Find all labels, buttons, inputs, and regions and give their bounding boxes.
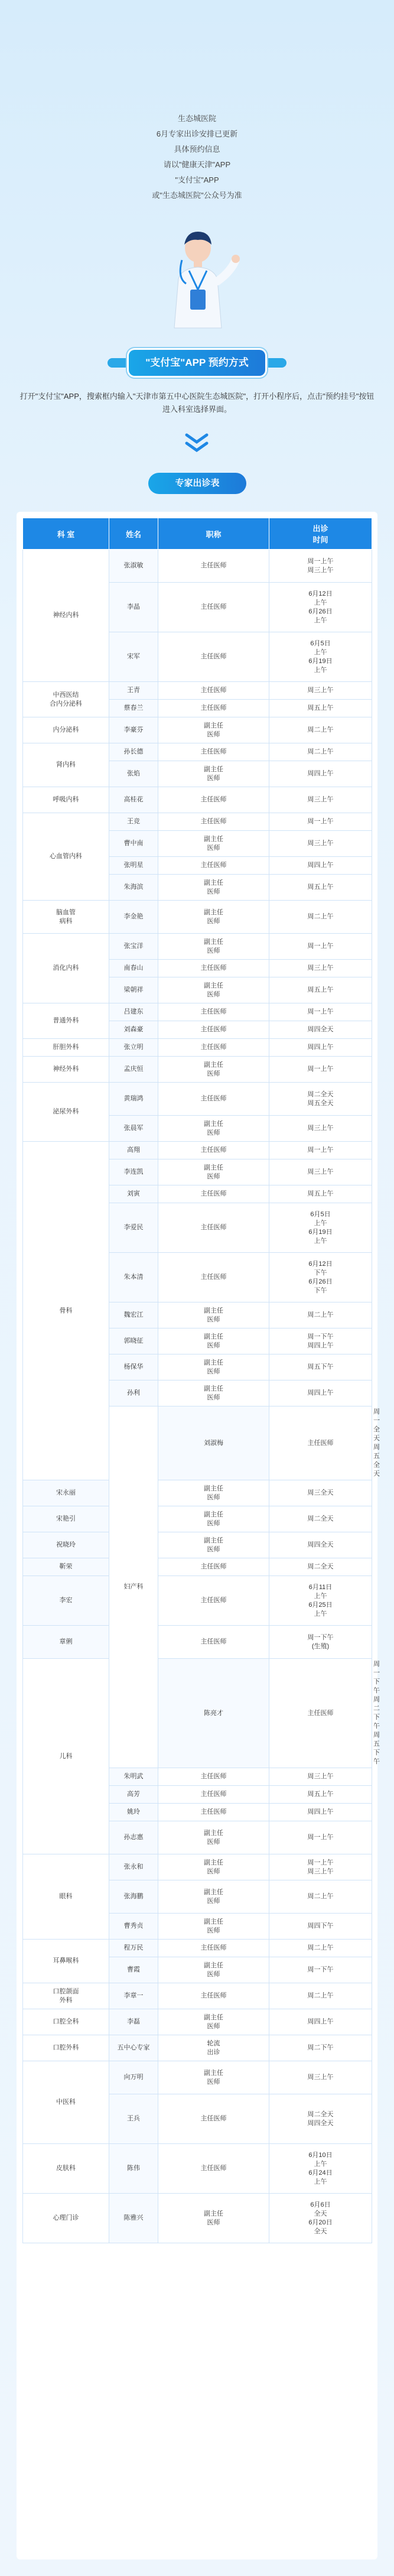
title-cell: 主任医师 — [158, 1804, 269, 1821]
time-cell: 周四上午 — [269, 2009, 372, 2035]
dept-cell: 骨科 — [23, 1142, 109, 1480]
name-cell: 张永和 — [109, 1854, 158, 1880]
title-cell: 主任医师 — [158, 787, 269, 813]
dept-cell: 神经内科 — [23, 550, 109, 682]
time-cell: 周一上午 — [269, 813, 372, 831]
table-row — [23, 2144, 372, 2194]
title-cell: 副主任 医师 — [158, 2194, 269, 2243]
title-cell: 主任医师 — [158, 1576, 269, 1626]
name-cell: 朱海滨 — [109, 875, 158, 901]
time-cell: 周五下午 — [269, 1354, 372, 1380]
title-cell: 主任医师 — [158, 2144, 269, 2194]
dept-cell: 中西医结 合内分泌科 — [23, 682, 109, 717]
dept-cell: 妇产科 — [109, 1406, 158, 1768]
name-cell: 张宝洋 — [109, 934, 158, 960]
name-cell: 章俐 — [23, 1626, 109, 1659]
time-cell: 周一上午 — [269, 1142, 372, 1159]
table-row — [23, 1506, 372, 1532]
name-cell: 孙志惠 — [109, 1821, 158, 1854]
table-row: 儿科 陈亮才 主任医师 周一下午 周二下午 周五下午 — [23, 1659, 372, 1768]
table-row — [23, 2061, 372, 2094]
schedule-label — [148, 473, 246, 494]
title-cell: 副主任 医师 — [158, 1480, 269, 1506]
time-cell: 周一下午 — [269, 1957, 372, 1983]
table-row — [23, 934, 372, 960]
table-row — [23, 1532, 372, 1558]
time-cell: 周一上午 周三上午 — [269, 550, 372, 583]
time-cell: 周三上午 — [269, 787, 372, 813]
dept-cell: 耳鼻喉科 — [23, 1940, 109, 1983]
time-cell: 周二上午 — [269, 717, 372, 743]
header-time — [269, 518, 372, 550]
dept-cell: 普通外科 — [23, 1003, 109, 1039]
title-cell: 副主任 医师 — [158, 1116, 269, 1142]
table-row — [23, 2009, 372, 2035]
table-row — [23, 1558, 372, 1576]
time-cell: 周四上午 — [269, 761, 372, 787]
table-row — [23, 1003, 372, 1021]
name-cell: 程万民 — [109, 1940, 158, 1957]
dept-cell: 消化内科 — [23, 934, 109, 1003]
dept-cell: 肝胆外科 — [23, 1039, 109, 1057]
name-cell: 陈亮才 — [158, 1659, 269, 1768]
dept-cell: 眼科 — [23, 1854, 109, 1940]
time-cell: 周一上午 — [269, 934, 372, 960]
title-cell: 主任医师 — [158, 1021, 269, 1039]
name-cell: 孙长德 — [109, 743, 158, 761]
name-cell: 祝晓玲 — [23, 1532, 109, 1558]
name-cell: 五中心专家 — [109, 2035, 158, 2061]
schedule-table — [22, 518, 380, 2243]
title-cell: 副主任 医师 — [158, 1057, 269, 1083]
title-cell: 主任医师 — [158, 1185, 269, 1203]
intro-line: 具体预约信息 — [174, 145, 220, 154]
time-cell: 周二全天 周五全天 — [269, 1083, 372, 1116]
title-cell: 主任医师 — [158, 682, 269, 700]
time-cell: 周三上午 — [269, 831, 372, 857]
time-cell: 周二上午 — [269, 901, 372, 934]
name-cell: 张明星 — [109, 857, 158, 875]
table-row — [23, 787, 372, 813]
time-cell: 周一上午 — [269, 1003, 372, 1021]
title-cell: 副主任 医师 — [158, 1880, 269, 1914]
dept-cell: 中医科 — [23, 2061, 109, 2144]
name-cell: 刘森豪 — [109, 1021, 158, 1039]
header-name: 姓名 — [109, 518, 158, 550]
name-cell: 高桂花 — [109, 787, 158, 813]
time-cell: 6月5日 上午 6月19日 上午 — [269, 1203, 372, 1253]
time-cell: 周二全天 — [269, 1506, 372, 1532]
title-cell: 主任医师 — [158, 1786, 269, 1804]
table-row — [23, 813, 372, 831]
time-cell: 周一下午 (生殖) — [269, 1626, 372, 1659]
time-cell: 周五上午 — [269, 875, 372, 901]
name-cell: 向万明 — [109, 2061, 158, 2094]
title-cell: 副主任 医师 — [158, 1354, 269, 1380]
name-cell: 朱明武 — [109, 1768, 158, 1786]
name-cell: 刘寅 — [109, 1185, 158, 1203]
intro-line: 请以"健康天津"APP — [163, 160, 231, 169]
time-cell: 周四全天 — [269, 1532, 372, 1558]
header-dept: 科 室 — [23, 518, 109, 550]
time-cell: 周五上午 — [269, 1185, 372, 1203]
title-cell: 主任医师 — [158, 960, 269, 977]
table-row — [23, 550, 372, 583]
title-cell: 副主任 医师 — [158, 1854, 269, 1880]
dept-cell: 儿科 — [23, 1659, 109, 1854]
title-cell: 副主任 医师 — [158, 1380, 269, 1406]
booking-instructions: 打开"支付宝"APP，搜索框内输入"天津市第五中心医院生态城医院"，打开小程序后，点击"预约挂号"按钮进入科室选择界面。 — [19, 392, 375, 414]
time-cell: 周二上午 — [269, 1940, 372, 1957]
time-cell: 周一下午 周四上午 — [269, 1328, 372, 1354]
table-row — [23, 1626, 372, 1659]
header-time-bottom: 时间 — [312, 535, 328, 544]
name-cell: 李爱民 — [109, 1203, 158, 1253]
table-row — [23, 1940, 372, 1957]
dept-cell: 心理门诊 — [23, 2194, 109, 2243]
name-cell: 王兵 — [109, 2094, 158, 2144]
dept-cell: 呼吸内科 — [23, 787, 109, 813]
table-body — [23, 550, 380, 2243]
table-row — [23, 2035, 372, 2061]
title-cell: 主任医师 — [158, 700, 269, 717]
time-cell: 6月5日 上午 6月19日 上午 — [269, 632, 372, 682]
title-cell: 主任医师 — [158, 1142, 269, 1159]
name-cell: 南春山 — [109, 960, 158, 977]
intro-line: 生态城医院 — [177, 114, 216, 123]
time-cell: 周五上午 — [269, 700, 372, 717]
banner-right-ribbon — [265, 358, 286, 368]
time-cell: 6月11日 上午 6月25日 上午 — [269, 1576, 372, 1626]
title-cell: 主任医师 — [158, 1558, 269, 1576]
title-cell: 副主任 医师 — [158, 901, 269, 934]
title-cell: 主任医师 — [158, 550, 269, 583]
title-cell: 副主任 医师 — [158, 1159, 269, 1185]
time-cell: 周一上午 — [269, 1057, 372, 1083]
time-cell: 6月6日 全天 6月20日 全天 — [269, 2194, 372, 2243]
header-title: 职称 — [158, 518, 269, 550]
time-cell: 周二全天 — [269, 1558, 372, 1576]
name-cell: 靳荣 — [23, 1558, 109, 1576]
title-cell: 主任医师 — [158, 743, 269, 761]
table-row — [23, 1983, 372, 2009]
title-cell: 主任医师 — [158, 1203, 269, 1253]
dept-cell: 内分泌科 — [23, 717, 109, 743]
dept-cell: 泌尿外科 — [23, 1083, 109, 1142]
name-cell: 宋军 — [109, 632, 158, 682]
title-cell: 主任医师 — [158, 2094, 269, 2144]
time-cell: 周五上午 — [269, 1786, 372, 1804]
name-cell: 张海鹏 — [109, 1880, 158, 1914]
time-cell: 周四上午 — [269, 1804, 372, 1821]
time-cell: 周二全天 周四全天 — [269, 2094, 372, 2144]
title-cell: 副主任 医师 — [158, 717, 269, 743]
time-cell: 周二下午 — [269, 2035, 372, 2061]
name-cell: 魏宏江 — [109, 1302, 158, 1328]
time-cell: 周四下午 — [269, 1914, 372, 1940]
name-cell: 高翔 — [109, 1142, 158, 1159]
name-cell: 吕建东 — [109, 1003, 158, 1021]
doctor-illustration — [154, 225, 242, 331]
time-cell: 6月12日 上午 6月26日 上午 — [269, 583, 372, 632]
table-row — [23, 717, 372, 743]
time-cell: 周五上午 — [269, 977, 372, 1003]
title-cell: 主任医师 — [269, 1659, 372, 1768]
title-cell: 主任医师 — [158, 583, 269, 632]
time-cell: 周四全天 — [269, 1021, 372, 1039]
dept-cell: 口腔颌面 外科 — [23, 1983, 109, 2009]
name-cell: 张晨军 — [109, 1116, 158, 1142]
table-row — [23, 1854, 372, 1880]
title-cell: 主任医师 — [158, 1083, 269, 1116]
table-row — [23, 1142, 372, 1159]
time-cell: 周三上午 — [269, 2061, 372, 2094]
time-cell: 周二上午 — [269, 743, 372, 761]
name-cell: 宋永丽 — [23, 1480, 109, 1506]
name-cell: 曹霞 — [109, 1957, 158, 1983]
dept-cell: 肾内科 — [23, 743, 109, 787]
name-cell: 孙利 — [109, 1380, 158, 1406]
time-cell: 周一上午 — [269, 1821, 372, 1854]
name-cell: 张焰 — [109, 761, 158, 787]
name-cell: 李金艳 — [109, 901, 158, 934]
title-cell: 副主任 医师 — [158, 2009, 269, 2035]
time-cell: 周四上午 — [269, 857, 372, 875]
name-cell: 郭晓征 — [109, 1328, 158, 1354]
schedule-label-text: 专家出诊表 — [175, 478, 220, 488]
name-cell: 姚玲 — [109, 1804, 158, 1821]
name-cell: 杨保华 — [109, 1354, 158, 1380]
title-cell: 副主任 医师 — [158, 1302, 269, 1328]
title-cell: 副主任 医师 — [158, 875, 269, 901]
time-cell: 6月10日 上午 6月24日 上午 — [269, 2144, 372, 2194]
intro-line: 或"生态城医院"公众号为准 — [152, 191, 242, 200]
title-cell: 副主任 医师 — [158, 1957, 269, 1983]
time-cell: 周三上午 — [269, 1768, 372, 1786]
name-cell: 李豪芬 — [109, 717, 158, 743]
title-cell: 主任医师 — [158, 1940, 269, 1957]
banner-title: "支付宝"APP 预约方式 — [145, 357, 249, 368]
time-cell: 周三全天 — [269, 1480, 372, 1506]
table-row — [23, 1576, 372, 1626]
dept-cell: 口腔全科 — [23, 2009, 109, 2035]
time-cell: 周二上午 — [269, 1302, 372, 1328]
time-cell: 6月12日 下午 6月26日 下午 — [269, 1253, 372, 1302]
title-cell: 副主任 医师 — [158, 761, 269, 787]
title-cell: 主任医师 — [158, 632, 269, 682]
title-cell: 主任医师 — [158, 857, 269, 875]
name-cell: 陈雅兴 — [109, 2194, 158, 2243]
title-cell: 主任医师 — [158, 1626, 269, 1659]
time-cell: 周三上午 — [269, 960, 372, 977]
time-cell: 周四上午 — [269, 1039, 372, 1057]
table-row — [23, 1083, 372, 1116]
dept-cell: 皮肤科 — [23, 2144, 109, 2194]
name-cell: 曹中南 — [109, 831, 158, 857]
name-cell: 宋艳引 — [23, 1506, 109, 1532]
name-cell: 李连凯 — [109, 1159, 158, 1185]
title-cell: 主任医师 — [158, 1983, 269, 2009]
time-cell: 周二上午 — [269, 1983, 372, 2009]
dept-cell: 脑血管 病科 — [23, 901, 109, 934]
dept-cell: 口腔外科 — [23, 2035, 109, 2061]
name-cell: 孟庆恒 — [109, 1057, 158, 1083]
table-row — [23, 1039, 372, 1057]
title-cell: 主任医师 — [158, 813, 269, 831]
alipay-booking-banner — [129, 350, 265, 376]
title-cell: 副主任 医师 — [158, 2061, 269, 2094]
title-cell: 副主任 医师 — [158, 831, 269, 857]
name-cell: 曹秀贞 — [109, 1914, 158, 1940]
title-cell: 主任医师 — [158, 1003, 269, 1021]
intro-line: 6月专家出诊安排已更新 — [156, 129, 238, 138]
table-row — [23, 1480, 372, 1506]
title-cell: 副主任 医师 — [158, 1914, 269, 1940]
time-cell: 周三上午 — [269, 682, 372, 700]
name-cell: 李章一 — [109, 1983, 158, 2009]
name-cell: 王竞 — [109, 813, 158, 831]
name-cell: 李宏 — [23, 1576, 109, 1626]
name-cell: 刘淑梅 — [158, 1406, 269, 1480]
table-row — [23, 743, 372, 761]
table-row — [23, 1057, 372, 1083]
header-time-top: 出诊 — [312, 524, 328, 533]
title-cell: 副主任 医师 — [158, 1506, 269, 1532]
schedule-card — [17, 512, 380, 2559]
name-cell: 王青 — [109, 682, 158, 700]
title-cell: 副主任 医师 — [158, 977, 269, 1003]
time-cell: 周三上午 — [269, 1159, 372, 1185]
name-cell: 梁朝祥 — [109, 977, 158, 1003]
time-cell: 周四上午 — [269, 1380, 372, 1406]
intro-line: "支付宝"APP — [175, 176, 219, 184]
time-cell: 周三上午 — [269, 1116, 372, 1142]
title-cell: 副主任 医师 — [158, 934, 269, 960]
name-cell: 蔡春兰 — [109, 700, 158, 717]
title-cell: 副主任 医师 — [158, 1328, 269, 1354]
dept-cell: 神经外科 — [23, 1057, 109, 1083]
dept-cell: 心血管内科 — [23, 813, 109, 901]
name-cell: 李磊 — [109, 2009, 158, 2035]
name-cell: 黄瑞鸿 — [109, 1083, 158, 1116]
name-cell: 李晶 — [109, 583, 158, 632]
name-cell: 张淑敏 — [109, 550, 158, 583]
table-row — [23, 682, 372, 700]
title-cell: 副主任 医师 — [158, 1821, 269, 1854]
title-cell: 轮流 出诊 — [158, 2035, 269, 2061]
table-row — [23, 2194, 372, 2243]
name-cell: 陈伟 — [109, 2144, 158, 2194]
time-cell: 周二上午 — [269, 1880, 372, 1914]
title-cell: 副主任 医师 — [158, 1532, 269, 1558]
intro-text — [0, 111, 394, 203]
name-cell: 朱本清 — [109, 1253, 158, 1302]
name-cell: 高芳 — [109, 1786, 158, 1804]
table-header-row — [23, 518, 372, 550]
table-row: 妇产科 刘淑梅 主任医师 周一全天 周五全天 — [23, 1406, 372, 1480]
title-cell: 主任医师 — [269, 1406, 372, 1480]
banner-left-ribbon — [108, 358, 129, 368]
title-cell: 主任医师 — [158, 1039, 269, 1057]
time-cell: 周一上午 周三上午 — [269, 1854, 372, 1880]
table-row — [23, 901, 372, 934]
double-chevron-down-icon — [182, 431, 211, 455]
name-cell: 张立明 — [109, 1039, 158, 1057]
title-cell: 主任医师 — [158, 1768, 269, 1786]
title-cell: 主任医师 — [158, 1253, 269, 1302]
